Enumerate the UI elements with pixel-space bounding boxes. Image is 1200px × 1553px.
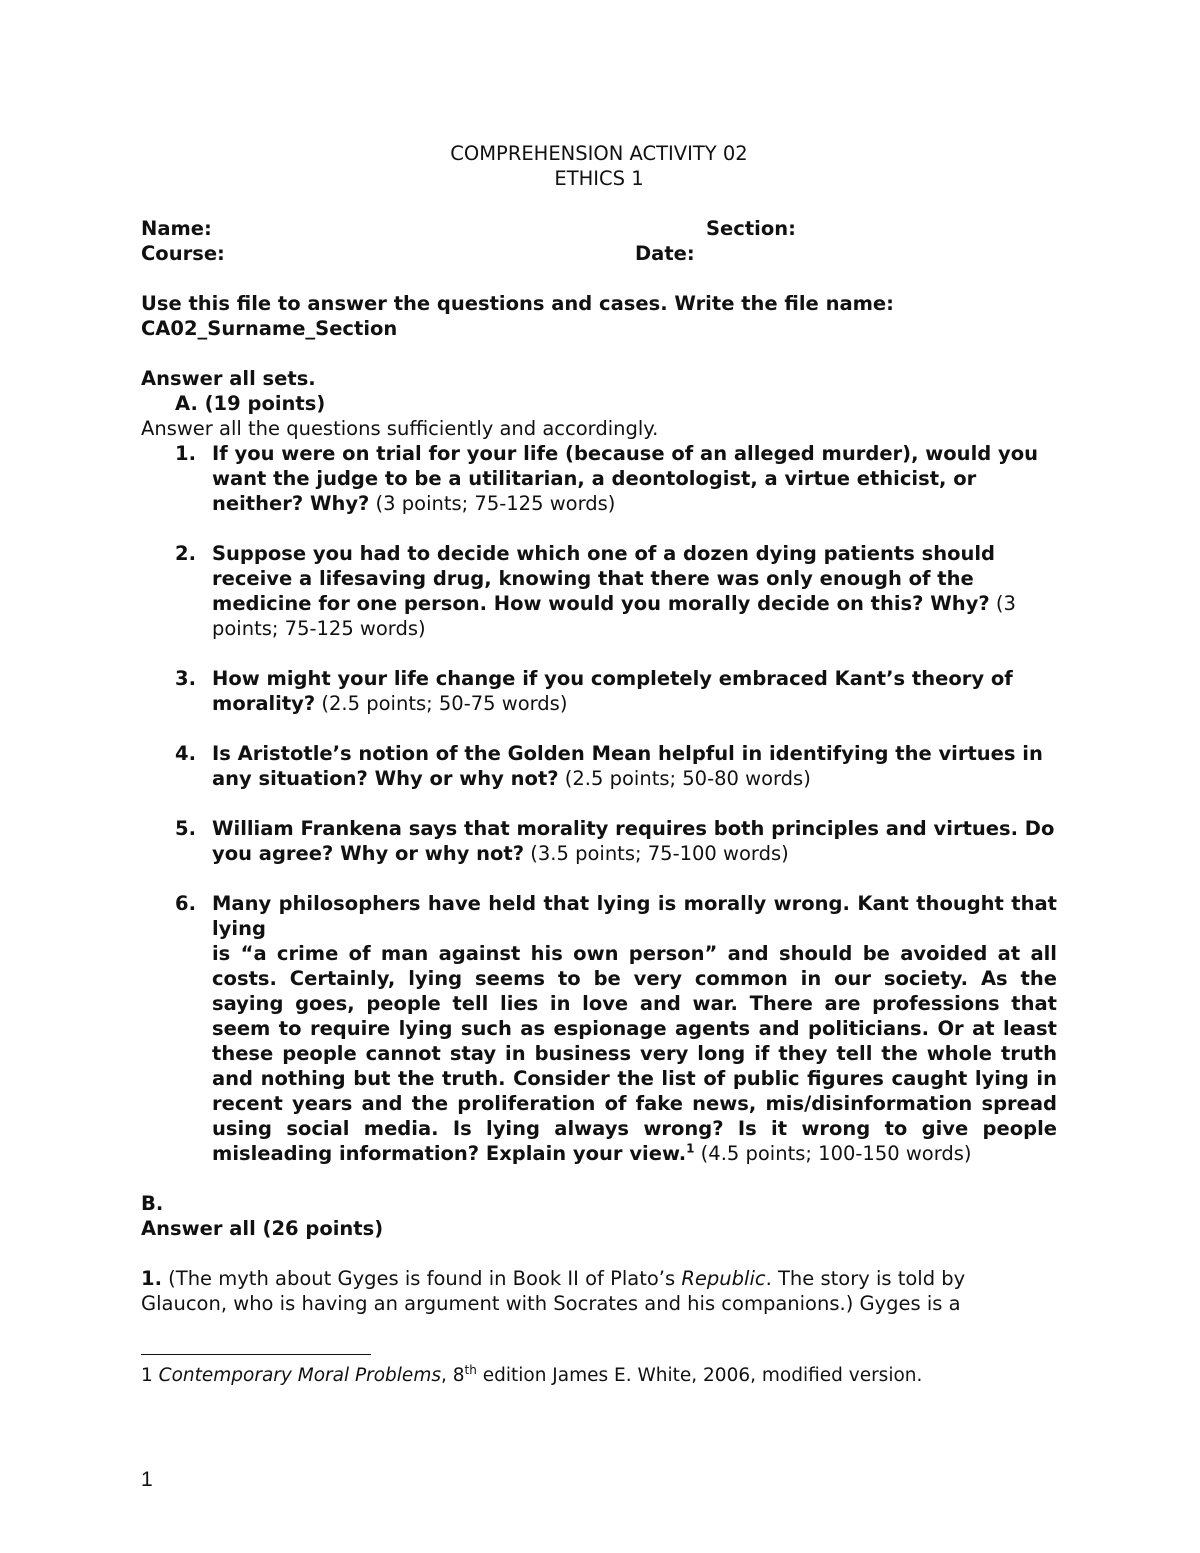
question-text-body — [212, 941, 1057, 1166]
part-a-directive: Answer all the questions sufficiently and accordingly. — [141, 417, 659, 440]
part-b-item-1 — [141, 1266, 1057, 1316]
question-number: 1. — [175, 442, 196, 465]
part-b-subheading: Answer all (26 points) — [141, 1217, 384, 1240]
question-text-first-line: Many philosophers have held that lying is morally wrong. Kant thought that lying — [212, 892, 1057, 940]
date-field-label: Date: — [635, 242, 695, 265]
question-text: William Frankena says that morality requires both principles and virtues. Do you agree? Why or why not? — [212, 817, 1055, 865]
document-subtitle: ETHICS 1 — [554, 167, 644, 190]
footnote-superscript: th — [464, 1362, 477, 1377]
question-points: (3 points; 75-125 words) — [212, 592, 1016, 640]
name-field-label: Name: — [141, 217, 212, 240]
section-field-label: Section: — [706, 217, 796, 240]
answer-all-sets: Answer all sets. — [141, 367, 316, 390]
document-title: COMPREHENSION ACTIVITY 02 — [450, 142, 748, 165]
republic-title: Republic — [681, 1267, 766, 1290]
question-text: is “a crime of man against his own person” and should be avoided at all costs. Certainly, lying seems to be very common in our society. As the saying goes, people tell lies in love and war. There are professions that seem to require lying such as espionage agents and politicians. Or at least these people cannot stay in business very long if they tell the whole truth and nothing but the truth. Consider the list of public figures caught lying in recent years and the proliferation of fake news, mis/disinformation spread using social media. Is lying always wrong? Is it wrong to give people misleading information? Explain your view. — [212, 942, 1057, 1165]
question-points: (3 points; 75-125 words) — [369, 492, 616, 515]
part-b-heading: B. — [141, 1192, 164, 1215]
footnote-text: , 8 — [440, 1365, 465, 1386]
question-item — [141, 666, 1057, 716]
footnote-text-continued: edition James E. White, 2006, modified version. — [476, 1365, 923, 1386]
course-field-label: Course: — [141, 242, 225, 265]
footnote — [141, 1364, 1071, 1388]
question-text: Is Aristotle’s notion of the Golden Mean helpful in identifying the virtues in any situation? Why or why not? — [212, 742, 1043, 790]
question-text: Suppose you had to decide which one of a dozen dying patients should receive a lifesaving drug, knowing that there was only enough of the medicine for one person. How would you morally decide on this? Why? — [212, 542, 995, 615]
part-a-question-list — [141, 441, 1057, 1166]
instructions-file-name: CA02_Surname_Section — [141, 317, 398, 340]
question-item — [141, 541, 1057, 641]
question-points: (2.5 points; 50-75 words) — [315, 692, 568, 715]
question-number: 5. — [175, 817, 196, 840]
footnote-number: 1 — [141, 1365, 153, 1386]
question-points: (4.5 points; 100-150 words) — [694, 1142, 972, 1165]
question-text: If you were on trial for your life (because of an alleged murder), would you want the judge to be a utilitarian, a deontologist, a virtue ethicist, or neither? Why? — [212, 442, 1038, 515]
footnote-reference: 1 — [686, 1141, 695, 1156]
page-number: 1 — [141, 1468, 153, 1491]
part-b-item-number: 1. — [141, 1267, 162, 1290]
footnote-book-title: Contemporary Moral Problems — [158, 1365, 441, 1386]
part-b-item-text: (The myth about Gyges is found in Book II of Plato’s — [161, 1267, 682, 1290]
question-number: 4. — [175, 742, 196, 765]
part-b-item-text-continued: . The story is told by Glaucon, who is having an argument with Socrates and his companions.) Gyges is a — [141, 1267, 966, 1315]
student-info-fields — [141, 216, 1057, 266]
question-item — [141, 741, 1057, 791]
question-number: 2. — [175, 542, 196, 565]
question-item — [141, 816, 1057, 866]
question-item — [141, 891, 1057, 1166]
question-text: How might your life change if you completely embraced Kant’s theory of morality? — [212, 667, 1013, 715]
footnote-separator — [141, 1354, 371, 1355]
instructions-line-1: Use this file to answer the questions and cases. Write the file name: — [141, 292, 894, 315]
part-a-heading: A. (19 points) — [175, 392, 326, 415]
question-number: 6. — [175, 892, 196, 915]
question-number: 3. — [175, 667, 196, 690]
question-points: (2.5 points; 50-80 words) — [558, 767, 811, 790]
question-item — [141, 441, 1057, 516]
document-body — [141, 141, 1057, 1316]
question-points: (3.5 points; 75-100 words) — [524, 842, 789, 865]
